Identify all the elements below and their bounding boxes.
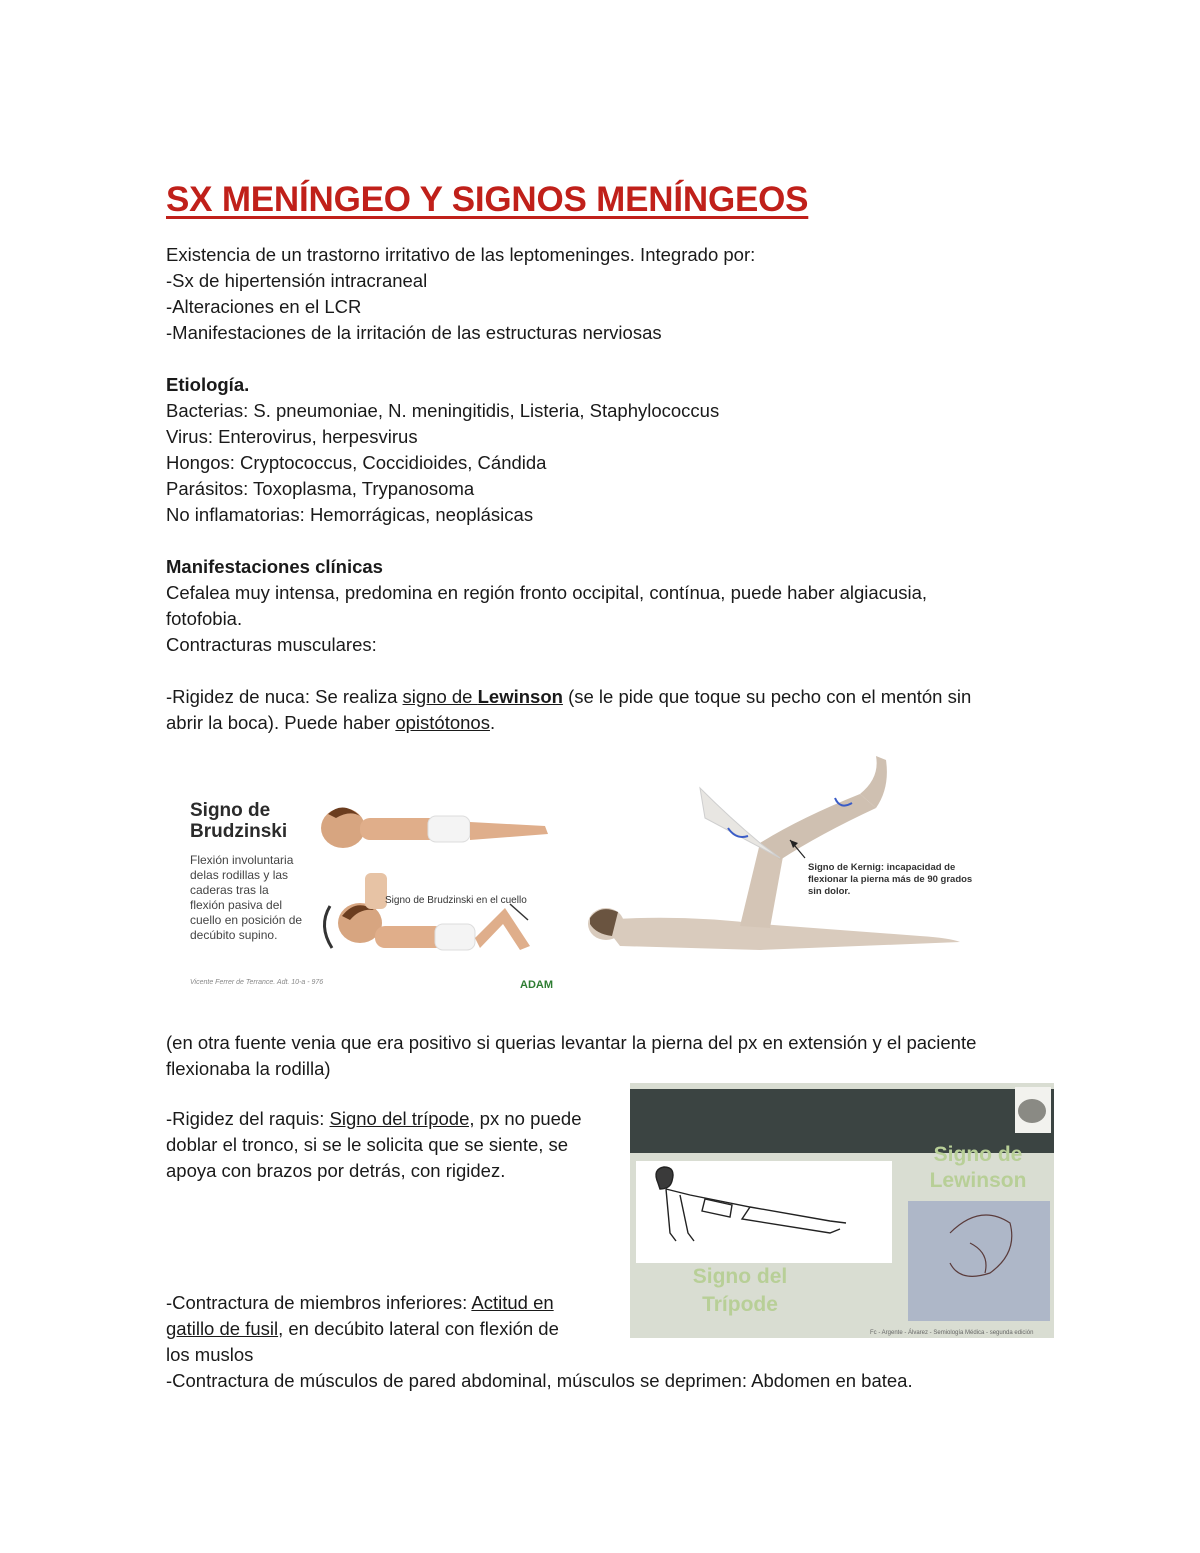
figure1-desc: caderas tras la [190, 883, 269, 897]
nuca-line-1 [166, 684, 971, 710]
lewinson-link-text: signo de [402, 686, 478, 707]
figure1-desc: delas rodillas y las [190, 868, 289, 882]
adam-brand: ADAM [520, 979, 553, 991]
contracturas-line: Contracturas musculares: [166, 634, 377, 655]
lewinson-link-bold: Lewinson [477, 686, 563, 707]
intro-item: -Manifestaciones de la irritación de las estructuras nerviosas [166, 322, 662, 343]
tripode-lewinson-slide [630, 1083, 1054, 1338]
etiology-heading: Etiología. [166, 374, 250, 395]
tripode-label: Trípode [702, 1293, 778, 1316]
kernig-caption: flexionar la pierna más de 90 grados [808, 874, 973, 885]
kernig-caption: Signo de Kernig: incapacidad de [808, 862, 956, 873]
inferiores-line-1 [166, 1290, 554, 1316]
intro-item: -Sx de hipertensión intracraneal [166, 270, 428, 291]
clinical-heading: Manifestaciones clínicas [166, 556, 383, 577]
etiology-line: Virus: Enterovirus, herpesvirus [166, 426, 418, 447]
gatillo-link[interactable]: gatillo de fusil [166, 1318, 279, 1339]
raquis-text: px no puede [474, 1108, 582, 1129]
nuca-text: . [489, 712, 496, 733]
brudzinski-kernig-figure [160, 748, 1000, 998]
nuca-text: -Rigidez de nuca: Se realiza [166, 686, 403, 707]
figure1-desc: cuello en posición de [190, 913, 303, 927]
tripode-link[interactable]: Signo del trípode, [329, 1108, 475, 1129]
other-source-line: flexionaba la rodilla) [166, 1058, 331, 1079]
lewinson-link[interactable] [403, 686, 563, 707]
raquis-line: doblar el tronco, si se le solicita que se siente, se [166, 1134, 569, 1155]
abdominal-line: -Contractura de músculos de pared abdominal, músculos se deprimen: Abdomen en batea. [166, 1370, 913, 1391]
figure1-desc: Flexión involuntaria [190, 853, 294, 867]
intro-item: -Alteraciones en el LCR [166, 296, 362, 317]
intro-line: Existencia de un trastorno irritativo de las leptomeninges. Integrado por: [166, 244, 756, 265]
lewinson-photo [908, 1201, 1050, 1321]
nuca-text: (se le pide que toque su pecho con el mentón sin [562, 686, 972, 707]
brudzinski-caption: Signo de Brudzinski en el cuello [385, 895, 527, 906]
nuca-text: abrir la boca). Puede haber [166, 712, 396, 733]
tripode-label: Signo del [692, 1265, 788, 1288]
figure1-desc: decúbito supino. [190, 928, 278, 942]
figure1-credit: Vicente Ferrer de Terrance. Adt. 10-a - 976 [190, 979, 324, 986]
nuca-line-2 [166, 710, 495, 736]
raquis-line: apoya con brazos por detrás, con rigidez. [166, 1160, 506, 1181]
inferiores-line: los muslos [166, 1344, 254, 1365]
inferiores-text: , en decúbito lateral con flexión de [278, 1318, 559, 1339]
gatillo-link[interactable]: Actitud en [471, 1292, 554, 1313]
cefalea-line: Cefalea muy intensa, predomina en región fronto occipital, contínua, puede haber algiacusia, [166, 582, 928, 603]
inferiores-line-2 [166, 1316, 559, 1342]
inferiores-text: -Contractura de miembros inferiores: [166, 1292, 472, 1313]
etiology-line: Parásitos: Toxoplasma, Trypanosoma [166, 478, 475, 499]
kernig-caption: sin dolor. [808, 886, 851, 897]
lewinson-label: Signo de [933, 1143, 1023, 1166]
lewinson-label: Lewinson [929, 1169, 1027, 1192]
etiology-line: No inflamatorias: Hemorrágicas, neoplásicas [166, 504, 534, 525]
opistotonos-link[interactable]: opistótonos [395, 712, 490, 733]
other-source-line: (en otra fuente venia que era positivo si querias levantar la pierna del px en extensión y el paciente [166, 1032, 977, 1053]
slide-footer: Fc - Argente - Álvarez - Semiología Médica - segunda edición [870, 1330, 1034, 1336]
figure1-title-1: Signo de [190, 800, 271, 821]
figure1-title-2: Brudzinski [190, 821, 288, 842]
raquis-line-1 [166, 1106, 582, 1132]
figure1-desc: flexión pasiva del [190, 898, 283, 912]
etiology-line: Bacterias: S. pneumoniae, N. meningitidis, Listeria, Staphylococcus [166, 400, 720, 421]
tripode-photo [636, 1161, 892, 1263]
raquis-text: -Rigidez del raquis: [166, 1108, 330, 1129]
page-title: SX MENÍNGEO Y SIGNOS MENÍNGEOS [166, 180, 809, 219]
etiology-line: Hongos: Cryptococcus, Coccidioides, Cándida [166, 452, 547, 473]
cefalea-line: fotofobia. [166, 608, 243, 629]
